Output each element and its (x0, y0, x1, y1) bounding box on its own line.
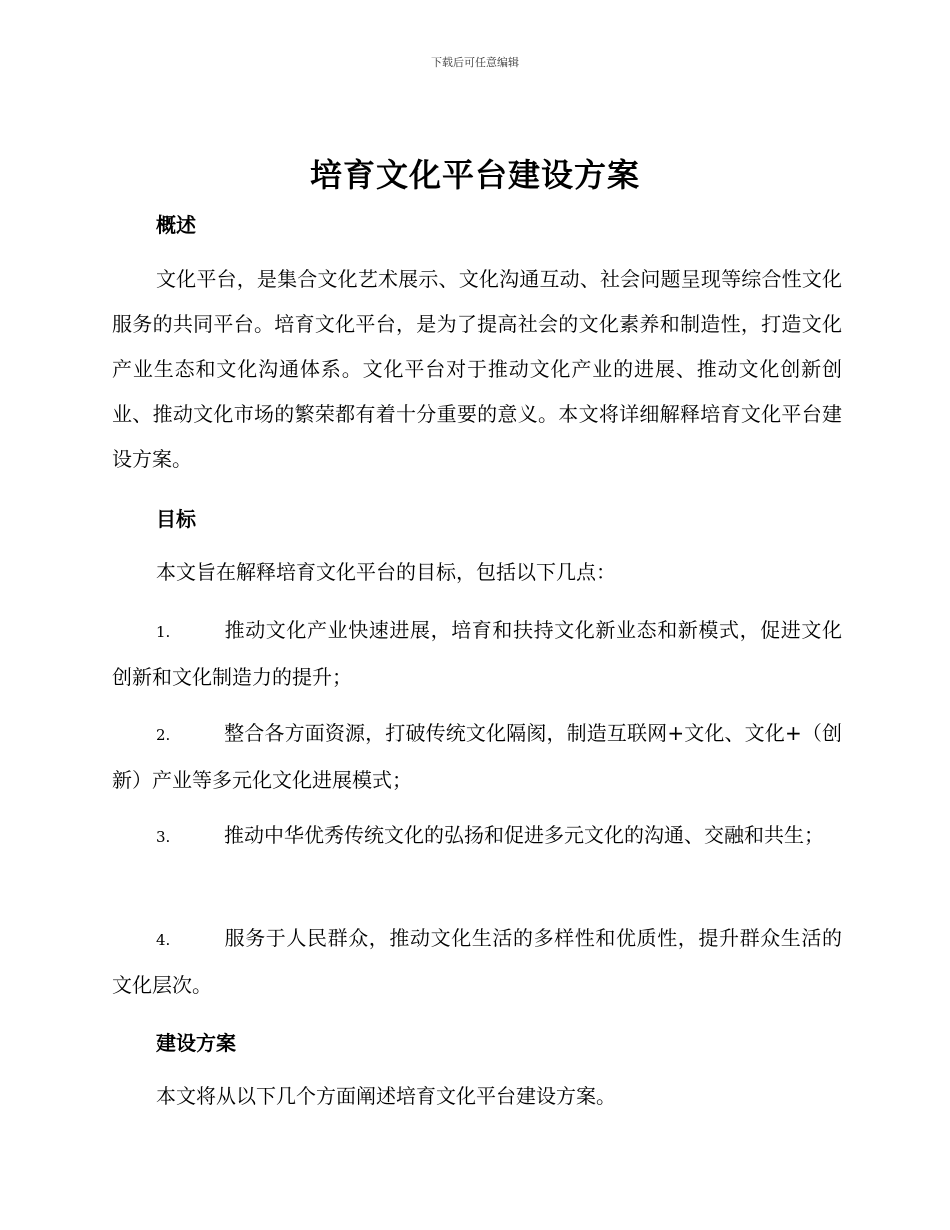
section-heading-overview: 概述 (156, 213, 196, 237)
section-heading-goals: 目标 (156, 507, 196, 531)
goal-list-item-2 (112, 711, 842, 803)
header-note: 下载后可任意编辑 (431, 56, 519, 69)
list-number: 3. (156, 828, 171, 846)
list-text: 服务于人民群众，推动文化生活的多样性和优质性，提升群众生活的文化层次。 (112, 926, 842, 997)
goal-list-item-4 (112, 916, 842, 1008)
list-number: 4. (156, 931, 171, 949)
list-number: 2. (156, 726, 171, 744)
list-text: 推动文化产业快速进展，培育和扶持文化新业态和新模式，促进文化创新和文化制造力的提升； (112, 618, 842, 689)
goal-list-item-3 (112, 813, 842, 860)
section-heading-plan: 建设方案 (156, 1031, 236, 1055)
list-number: 1. (156, 623, 171, 641)
list-text: 整合各方面资源，打破传统文化隔阂，制造互联网+文化、文化+（创新）产业等多元化文化进展模式； (112, 721, 842, 792)
goal-list-item-1 (112, 608, 842, 700)
document-title: 培育文化平台建设方案 (309, 156, 640, 194)
list-text: 推动中华优秀传统文化的弘扬和促进多元文化的沟通、交融和共生； (224, 823, 824, 847)
plan-intro-paragraph: 本文将从以下几个方面阐述培育文化平台建设方案。 (156, 1084, 616, 1108)
goals-intro-paragraph: 本文旨在解释培育文化平台的目标，包括以下几点： (156, 560, 616, 584)
overview-paragraph: 文化平台，是集合文化艺术展示、文化沟通互动、社会问题呈现等综合性文化服务的共同平台。培育文化平台，是为了提高社会的文化素养和制造性，打造文化产业生态和文化沟通体系。文化平台对于推动文化产业的进展、推动文化创新创业、推动文化市场的繁荣都有着十分重要的意义。本文将详细解释培育文化平台建设方案。 (112, 267, 842, 471)
